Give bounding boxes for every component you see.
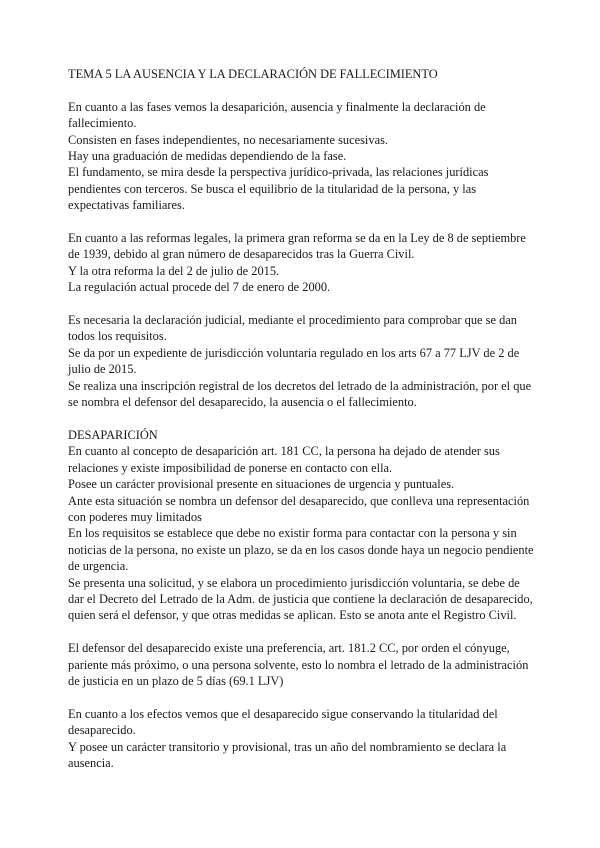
text-line: Ante esta situación se nombra un defensor del desaparecido, que conlleva una representación con poderes muy limitados — [68, 493, 530, 524]
paragraph-defensor — [68, 640, 536, 689]
paragraph-fases — [68, 99, 536, 214]
text-line: Y posee un carácter transitorio y provisional, tras un año del nombramiento se declara la ausencia. — [68, 739, 507, 770]
text-line: Se realiza una inscripción registral de los decretos del letrado de la administración, por el que se nombra el defensor del desaparecido, la ausencia o el fallecimiento. — [68, 378, 532, 410]
document-title: TEMA 5 LA AUSENCIA Y LA DECLARACIÓN DE FALLECIMIENTO — [68, 67, 438, 81]
text-line: El fundamento, se mira desde la perspectiva jurídico-privada, las relaciones jurídicas pendientes con terceros. Se busca el equilibrio de la titularidad de la persona, y las expectativas familiares. — [68, 165, 489, 213]
paragraph-declaracion-judicial — [68, 312, 536, 410]
text-line: Consisten en fases independientes, no necesariamente sucesivas. — [68, 132, 388, 147]
text-line: En cuanto a los efectos vemos que el desaparecido sigue conservando la titularidad del desaparecido. — [68, 706, 498, 738]
document-page — [68, 66, 536, 788]
text-line: En cuanto al concepto de desaparición art. 181 CC, la persona ha dejado de atender sus relaciones y existe imposibilidad de ponerse en contacto con ella. — [68, 444, 500, 475]
paragraph-reformas — [68, 230, 536, 296]
text-line: Se da por un expediente de jurisdicción voluntaria regulado en los arts 67 a 77 LJV de 2 de julio de 2015. — [68, 345, 520, 377]
section-desaparicion — [68, 427, 536, 624]
text-line: Es necesaria la declaración judicial, mediante el procedimiento para comprobar que se dan todos los requisitos. — [68, 313, 517, 344]
text-line: Posee un carácter provisional presente en situaciones de urgencia y puntuales. — [68, 477, 455, 492]
text-line: En cuanto a las reformas legales, la primera gran reforma se da en la Ley de 8 de septiembre de 1939, debido al gran número de desaparecidos tras la Guerra Civil. — [68, 231, 526, 262]
text-line: Hay una graduación de medidas dependiendo de la fase. — [68, 149, 347, 164]
section-heading: DESAPARICIÓN — [68, 427, 158, 442]
text-line: En cuanto a las fases vemos la desaparición, ausencia y finalmente la declaración de fallecimiento. — [68, 99, 486, 131]
text-line: La regulación actual procede del 7 de enero de 2000. — [68, 280, 331, 295]
text-line: Se presenta una solicitud, y se elabora un procedimiento jurisdicción voluntaria, se debe de dar el Decreto del Letrado de la Adm. de justicia que contiene la declaración de desaparecido, quien será el defensor, y que otras medidas se aplican. Esto se anota ante el Registro Civil. — [68, 575, 533, 623]
paragraph-efectos — [68, 706, 536, 772]
text-line: El defensor del desaparecido existe una preferencia, art. 181.2 CC, por orden el cónyuge, pariente más próximo, o una persona solvente, esto lo nombra el letrado de la administración de justicia en un plazo de 5 días (69.1 LJV) — [68, 641, 529, 688]
text-line: En los requisitos se establece que debe no existir forma para contactar con la persona y sin noticias de la persona, no existe un plazo, se da en los casos donde haya un negocio pendiente de urgencia. — [68, 526, 534, 574]
text-line: Y la otra reforma la del 2 de julio de 2015. — [68, 263, 280, 278]
